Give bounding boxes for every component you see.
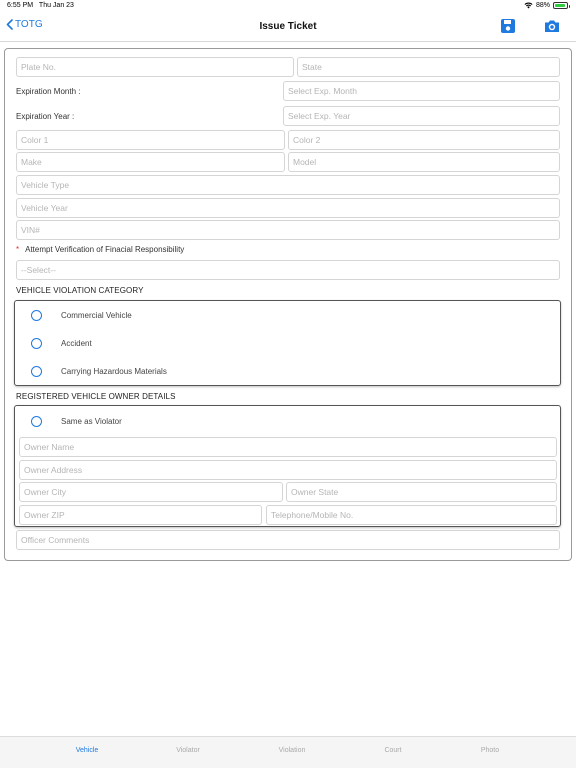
tab-photo[interactable]: Photo <box>480 747 500 754</box>
model-input[interactable]: Model <box>288 152 560 172</box>
battery-icon <box>553 2 568 9</box>
radio-button[interactable] <box>31 416 42 427</box>
financial-responsibility-select[interactable]: --Select-- <box>16 260 560 280</box>
owner-state-input[interactable]: Owner State <box>286 482 557 502</box>
violation-category-box <box>14 300 561 386</box>
expiration-month-label: Expiration Month : <box>16 87 81 96</box>
option-hazardous-materials[interactable] <box>15 359 167 383</box>
option-label: Commercial Vehicle <box>61 310 132 320</box>
expiration-year-select[interactable]: Select Exp. Year <box>283 106 560 126</box>
tab-bar <box>0 736 576 768</box>
owner-name-input[interactable]: Owner Name <box>19 437 557 457</box>
vin-input[interactable]: VIN# <box>16 220 560 240</box>
telephone-input[interactable]: Telephone/Mobile No. <box>266 505 557 525</box>
camera-icon[interactable] <box>543 17 561 35</box>
tab-violation[interactable]: Violation <box>278 747 306 754</box>
violation-category-heading: VEHICLE VIOLATION CATEGORY <box>16 286 144 295</box>
option-accident[interactable] <box>15 331 92 355</box>
expiration-month-select[interactable]: Select Exp. Month <box>283 81 560 101</box>
page-title: Issue Ticket <box>259 21 317 32</box>
radio-button[interactable] <box>31 310 42 321</box>
color-1-input[interactable]: Color 1 <box>16 130 285 150</box>
option-commercial-vehicle[interactable] <box>15 303 132 327</box>
option-label: Carrying Hazardous Materials <box>61 366 167 376</box>
owner-city-input[interactable]: Owner City <box>19 482 283 502</box>
tab-vehicle[interactable]: Vehicle <box>75 747 99 754</box>
status-right <box>524 2 568 9</box>
status-bar <box>0 0 576 12</box>
expiration-year-label: Expiration Year : <box>16 112 75 121</box>
owner-zip-input[interactable]: Owner ZIP <box>19 505 262 525</box>
vehicle-type-input[interactable]: Vehicle Type <box>16 175 560 195</box>
save-icon[interactable] <box>499 17 517 35</box>
required-marker: * <box>16 245 20 254</box>
option-same-as-violator[interactable] <box>15 409 122 433</box>
navigation-bar <box>0 12 576 42</box>
financial-responsibility-label <box>16 245 184 254</box>
owner-address-input[interactable]: Owner Address <box>19 460 557 480</box>
financial-responsibility-text: Attempt Verification of Finacial Responsibility <box>25 245 185 254</box>
option-label: Same as Violator <box>61 416 122 426</box>
officer-comments-input[interactable]: Officer Comments <box>16 530 560 550</box>
tab-court[interactable]: Court <box>384 747 402 754</box>
state-input[interactable]: State <box>297 57 560 77</box>
radio-button[interactable] <box>31 366 42 377</box>
radio-button[interactable] <box>31 338 42 349</box>
status-time: 6:55 PM Thu Jan 23 <box>7 2 74 9</box>
option-label: Accident <box>61 338 92 348</box>
color-2-input[interactable]: Color 2 <box>288 130 560 150</box>
tab-violator[interactable]: Violator <box>176 747 200 754</box>
owner-details-heading: REGISTERED VEHICLE OWNER DETAILS <box>16 392 176 401</box>
make-input[interactable]: Make <box>16 152 285 172</box>
plate-number-input[interactable]: Plate No. <box>16 57 294 77</box>
battery-percent: 88% <box>535 2 550 9</box>
wifi-icon <box>524 2 533 9</box>
vehicle-year-input[interactable]: Vehicle Year <box>16 198 560 218</box>
back-label: TOTG <box>15 19 43 30</box>
